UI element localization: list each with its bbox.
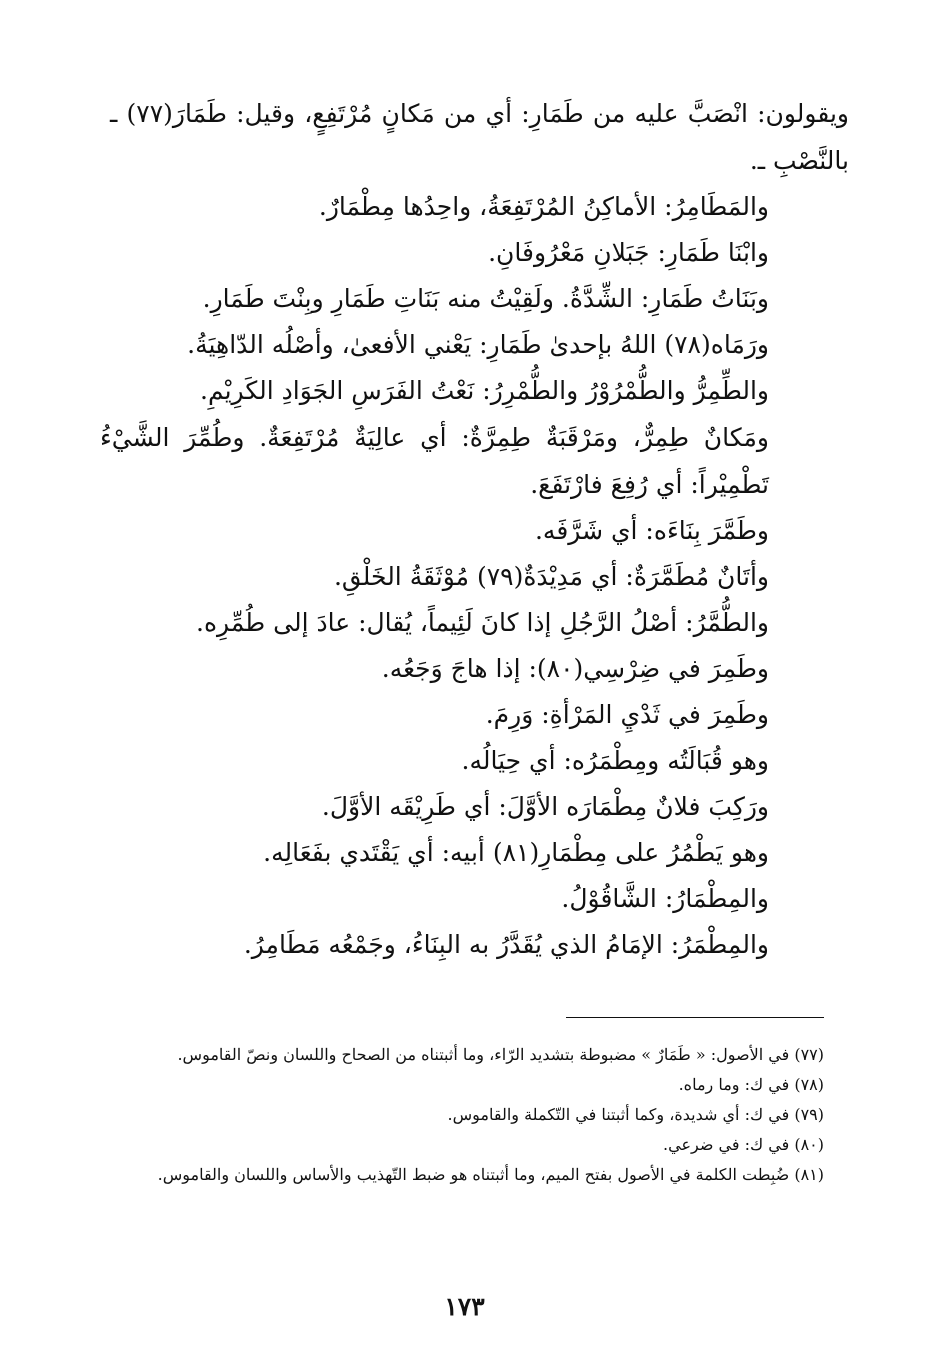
text-line: ويقولون: انْصَبَّ عليه من طَمَارِ: أي من مَكانٍ مُرْتَفِعٍ، وقيل: طَمَارَ(٧٧) ـ بالنَّصْبِ ـ. — [110, 99, 849, 175]
footnote: (٧٨) في ك: وما رماه. — [678, 1075, 824, 1094]
text-line: والمِطْمَرُ: الإمَامُ الذي يُقَدَّرُ به البِنَاءُ، وجَمْعُه مَطَامِرُ. — [243, 930, 769, 959]
text-line: ورَكِبَ فلانٌ مِطْمَارَه الأوَّلَ: أي طَرِيْقَه الأوَّلَ. — [321, 792, 769, 821]
text-line: وهو قُبَالَتُه ومِطْمَرُه: أي حِيَالُه. — [461, 746, 769, 775]
page-number: ١٧٣ — [444, 1292, 485, 1321]
text-line: وطَمَّرَ بِنَاءَه: أي شَرَّفَه. — [534, 516, 769, 545]
text-line: وطَمِرَ في ثَدْيِ المَرْأةِ: وَرِمَ. — [485, 700, 769, 729]
text-line: ومَكانٌ طِمِرٌّ، ومَرْقَبَةٌ طِمِرَّةٌ: أي عالِيَةٌ مُرْتَفِعَةٌ. وطُمِّرَ الشَّيْءُ تَطْمِيْراً: أي رُفِعَ فارْتَفَعَ. — [100, 423, 769, 499]
main-text — [100, 90, 849, 968]
text-line: وطَمِرَ في ضِرْسِي(٨٠): إذا هاجَ وَجَعُه. — [381, 654, 769, 683]
text-line: والمَطَامِرُ: الأماكِنُ المُرْتَفِعَةُ، واحِدُها مِطْمَارٌ. — [318, 192, 769, 221]
text-line: ورَمَاه(٧٨) اللهُ بإحدىٰ طَمَارِ: يَعْني الأفعىٰ، وأصْلُه الدّاهِيَةُ. — [187, 330, 769, 359]
text-line: وبَنَاتُ طَمَارِ: الشِّدَّةُ. ولَقِيْتُ منه بَنَاتِ طَمَارِ وبِنْتَ طَمَارِ. — [202, 284, 769, 313]
footnote: (٨١) ضُبِطت الكلمة في الأصول بفتح الميم، وما أثبتناه هو ضبط التّهذيب والأساس واللسان والقاموس. — [157, 1165, 824, 1184]
footnote: (٧٩) في ك: أي شديدة، وكما أثبتنا في التّكملة والقاموس. — [447, 1105, 824, 1124]
text-line: والطُّمَّرُ: أصْلُ الرَّجُلِ إذا كانَ لَئِيماً، يُقال: عادَ إلى طُمِّرِه. — [196, 608, 769, 637]
footnotes — [110, 1040, 824, 1190]
footnote: (٨٠) في ك: في ضرعي. — [663, 1135, 824, 1154]
text-line: وهو يَطْمُرُ على مِطْمَارِ(٨١) أبيه: أي يَقْتَدي بفَعَالِه. — [263, 838, 769, 867]
text-line: وابْنَا طَمَارِ: جَبَلانِ مَعْرُوفَانِ. — [488, 238, 769, 267]
footnote-separator — [566, 1017, 824, 1018]
text-line: والطِّمِرُّ والطُّمْرُوْرُ والطُّمْرِرُ: نَعْتُ الفَرَسِ الجَوَادِ الكَرِيْمِ. — [200, 376, 769, 405]
text-line: والمِطْمَارُ: الشَّاقُوْلُ. — [561, 884, 769, 913]
footnote: (٧٧) في الأصول: « طَمَارٌ » مضبوطة بتشديد الرّاء، وما أثبتناه من الصحاح واللسان ونصّ القاموس. — [177, 1045, 824, 1064]
text-line: وأتَانٌ مُطَمَّرَةٌ: أي مَدِيْدَةٌ(٧٩) مُوْثَقَةُ الخَلْقِ. — [333, 562, 769, 591]
